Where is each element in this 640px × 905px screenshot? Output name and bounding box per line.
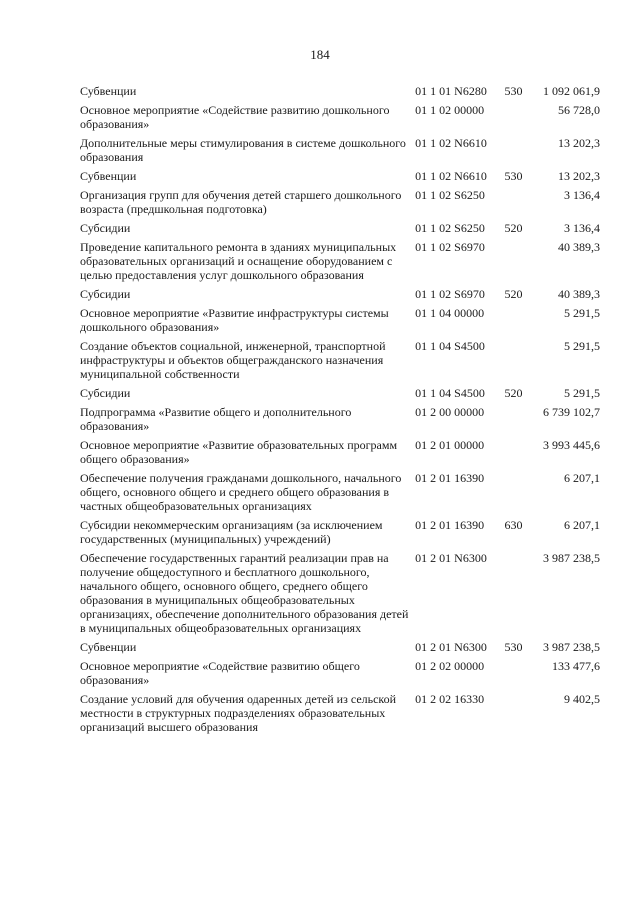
row-type: 530 bbox=[504, 169, 523, 183]
row-type bbox=[505, 136, 535, 169]
row-type bbox=[505, 339, 535, 386]
table-row bbox=[80, 221, 600, 240]
table-row bbox=[80, 640, 600, 659]
row-amount: 56 728,0 bbox=[558, 103, 600, 117]
row-name: Создание объектов социальной, инженерной, транспортной инфраструктуры и объектов общегражданского назначения муниципальной собственности bbox=[80, 339, 386, 381]
row-code: 01 2 02 00000 bbox=[415, 659, 485, 673]
row-amount: 5 291,5 bbox=[564, 386, 600, 400]
row-name: Обеспечение государственных гарантий реализации прав на получение общедоступного и бесплатного дошкольного, начального общего, основного общего, среднего общего образования в муниципальных общеобразовательных организациях, обеспечение дополнительного образования детей в муниципальных общеобразовательных организациях bbox=[80, 551, 409, 635]
row-type bbox=[505, 405, 535, 438]
row-amount: 40 389,3 bbox=[558, 287, 600, 301]
table-row bbox=[80, 339, 600, 386]
row-amount: 6 207,1 bbox=[564, 471, 600, 485]
table-row bbox=[80, 386, 600, 405]
row-code: 01 2 01 16390 bbox=[415, 471, 485, 485]
table-row bbox=[80, 405, 600, 438]
row-type bbox=[505, 692, 535, 739]
row-type: 520 bbox=[504, 221, 523, 235]
row-type bbox=[505, 103, 535, 136]
row-code: 01 1 02 N6610 bbox=[415, 136, 487, 150]
row-code: 01 1 02 00000 bbox=[415, 103, 485, 117]
row-amount: 5 291,5 bbox=[564, 306, 600, 320]
row-amount: 13 202,3 bbox=[558, 169, 600, 183]
row-name: Подпрограмма «Развитие общего и дополнительного образования» bbox=[80, 405, 352, 433]
row-amount: 3 987 238,5 bbox=[543, 640, 600, 654]
table-row bbox=[80, 659, 600, 692]
row-amount: 3 136,4 bbox=[564, 188, 600, 202]
table-row bbox=[80, 518, 600, 551]
row-code: 01 1 04 S4500 bbox=[415, 339, 485, 353]
table-row bbox=[80, 136, 600, 169]
table-row bbox=[80, 287, 600, 306]
row-code: 01 1 04 00000 bbox=[415, 306, 485, 320]
row-code: 01 1 01 N6280 bbox=[415, 84, 487, 98]
row-code: 01 2 01 00000 bbox=[415, 438, 485, 452]
row-code: 01 1 02 S6250 bbox=[415, 221, 485, 235]
table-row bbox=[80, 306, 600, 339]
row-amount: 1 092 061,9 bbox=[543, 84, 600, 98]
row-type: 530 bbox=[504, 84, 523, 98]
row-name: Субсидии bbox=[80, 221, 131, 235]
page-number: 184 bbox=[310, 47, 330, 62]
row-type: 520 bbox=[504, 287, 523, 301]
row-name: Субсидии bbox=[80, 287, 131, 301]
row-name: Субсидии некоммерческим организациям (за исключением государственных (муниципальных) учреждений) bbox=[80, 518, 383, 546]
row-type bbox=[505, 240, 535, 287]
row-type bbox=[505, 659, 535, 692]
row-amount: 9 402,5 bbox=[564, 692, 600, 706]
row-name: Создание условий для обучения одаренных детей из сельской местности в структурных подразделениях образовательных организаций высшего образования bbox=[80, 692, 397, 734]
row-name: Субвенции bbox=[80, 169, 137, 183]
row-amount: 13 202,3 bbox=[558, 136, 600, 150]
row-amount: 3 136,4 bbox=[564, 221, 600, 235]
row-type bbox=[505, 306, 535, 339]
row-type: 530 bbox=[504, 640, 523, 654]
row-code: 01 2 00 00000 bbox=[415, 405, 485, 419]
table-row bbox=[80, 84, 600, 103]
row-name: Основное мероприятие «Содействие развитию общего образования» bbox=[80, 659, 360, 687]
row-code: 01 2 01 16390 bbox=[415, 518, 485, 532]
budget-table bbox=[80, 84, 600, 739]
row-code: 01 1 02 S6970 bbox=[415, 240, 485, 254]
table-row bbox=[80, 103, 600, 136]
budget-table-body bbox=[80, 84, 600, 739]
row-code: 01 2 01 N6300 bbox=[415, 640, 487, 654]
row-code: 01 1 02 S6250 bbox=[415, 188, 485, 202]
row-amount: 6 207,1 bbox=[564, 518, 600, 532]
row-type bbox=[505, 471, 535, 518]
row-name: Субсидии bbox=[80, 386, 131, 400]
row-name: Организация групп для обучения детей старшего дошкольного возраста (предшкольная подготовка) bbox=[80, 188, 402, 216]
row-amount: 3 993 445,6 bbox=[543, 438, 600, 452]
table-row bbox=[80, 240, 600, 287]
row-code: 01 2 01 N6300 bbox=[415, 551, 487, 565]
table-row bbox=[80, 551, 600, 640]
row-name: Субвенции bbox=[80, 640, 137, 654]
row-name: Основное мероприятие «Содействие развитию дошкольного образования» bbox=[80, 103, 390, 131]
row-type bbox=[505, 188, 535, 221]
row-code: 01 1 02 S6970 bbox=[415, 287, 485, 301]
table-row bbox=[80, 692, 600, 739]
row-name: Основное мероприятие «Развитие образовательных программ общего образования» bbox=[80, 438, 398, 466]
table-row bbox=[80, 169, 600, 188]
table-row bbox=[80, 188, 600, 221]
row-amount: 5 291,5 bbox=[564, 339, 600, 353]
row-name: Основное мероприятие «Развитие инфраструктуры системы дошкольного образования» bbox=[80, 306, 389, 334]
row-code: 01 2 02 16330 bbox=[415, 692, 485, 706]
row-amount: 6 739 102,7 bbox=[543, 405, 600, 419]
row-name: Субвенции bbox=[80, 84, 137, 98]
row-amount: 133 477,6 bbox=[552, 659, 600, 673]
row-type: 520 bbox=[504, 386, 523, 400]
row-name: Дополнительные меры стимулирования в системе дошкольного образования bbox=[80, 136, 406, 164]
row-code: 01 1 02 N6610 bbox=[415, 169, 487, 183]
table-row bbox=[80, 471, 600, 518]
row-code: 01 1 04 S4500 bbox=[415, 386, 485, 400]
row-amount: 40 389,3 bbox=[558, 240, 600, 254]
row-type bbox=[505, 438, 535, 471]
row-name: Обеспечение получения гражданами дошкольного, начального общего, основного общего и среднего общего образования в частных общеобразовательных организациях bbox=[80, 471, 402, 513]
row-amount: 3 987 238,5 bbox=[543, 551, 600, 565]
row-name: Проведение капитального ремонта в зданиях муниципальных образовательных организаций и оснащение оборудованием с целью предоставления услуг дошкольного образования bbox=[80, 240, 397, 282]
row-type: 630 bbox=[504, 518, 523, 532]
table-row bbox=[80, 438, 600, 471]
row-type bbox=[505, 551, 535, 640]
